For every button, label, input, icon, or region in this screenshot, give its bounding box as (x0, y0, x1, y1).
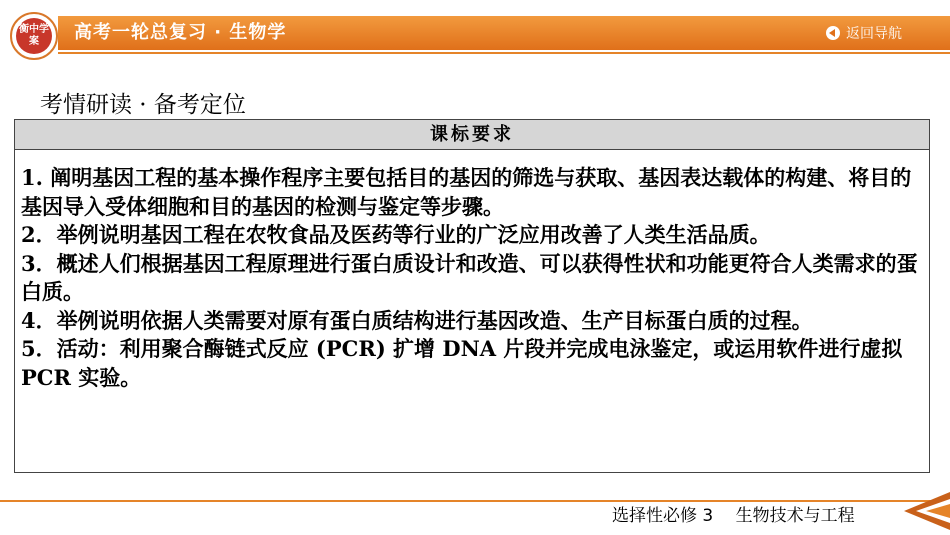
requirement-item-4: 4．举例说明依据人类需要对原有蛋白质结构进行基因改造、生产目标蛋白质的过程。 (21, 307, 813, 333)
back-nav-button[interactable] (826, 22, 902, 44)
logo-icon: 衡中学案 (16, 18, 52, 54)
school-logo (10, 12, 58, 60)
footer-line (0, 500, 950, 502)
back-arrow-icon (826, 26, 840, 40)
requirement-item-2: 2．举例说明基因工程在农牧食品及医药等行业的广泛应用改善了人类生活品质。 (21, 222, 771, 247)
header-underline (58, 52, 950, 54)
requirement-item-3: 3．概述人们根据基因工程原理进行蛋白质设计和改造、可以获得性状和功能更符合人类需求的蛋白质。 (21, 250, 918, 304)
prev-page-arrow-icon[interactable] (900, 490, 950, 532)
requirements-list (15, 150, 929, 472)
footer-module-label: 选择性必修 3 生物技术与工程 (612, 506, 855, 526)
back-nav-label: 返回导航 (846, 26, 902, 42)
section-heading: 考情研读 · 备考定位 (40, 92, 246, 118)
course-title: 高考一轮总复习 · 生物学 (74, 22, 287, 43)
requirements-table (14, 119, 930, 473)
requirements-table-header: 课标要求 (15, 120, 929, 150)
requirement-item-5: 5．活动：利用聚合酶链式反应 (PCR) 扩增 DNA 片段并完成电泳鉴定，或运用软件进行虚拟 PCR 实验。 (21, 336, 903, 390)
requirement-item-1: 1. 阐明基因工程的基本操作程序主要包括目的基因的筛选与获取、基因表达载体的构建、将目的基因导入受体细胞和目的基因的检测与鉴定等步骤。 (21, 165, 912, 219)
header-bar (0, 0, 950, 66)
